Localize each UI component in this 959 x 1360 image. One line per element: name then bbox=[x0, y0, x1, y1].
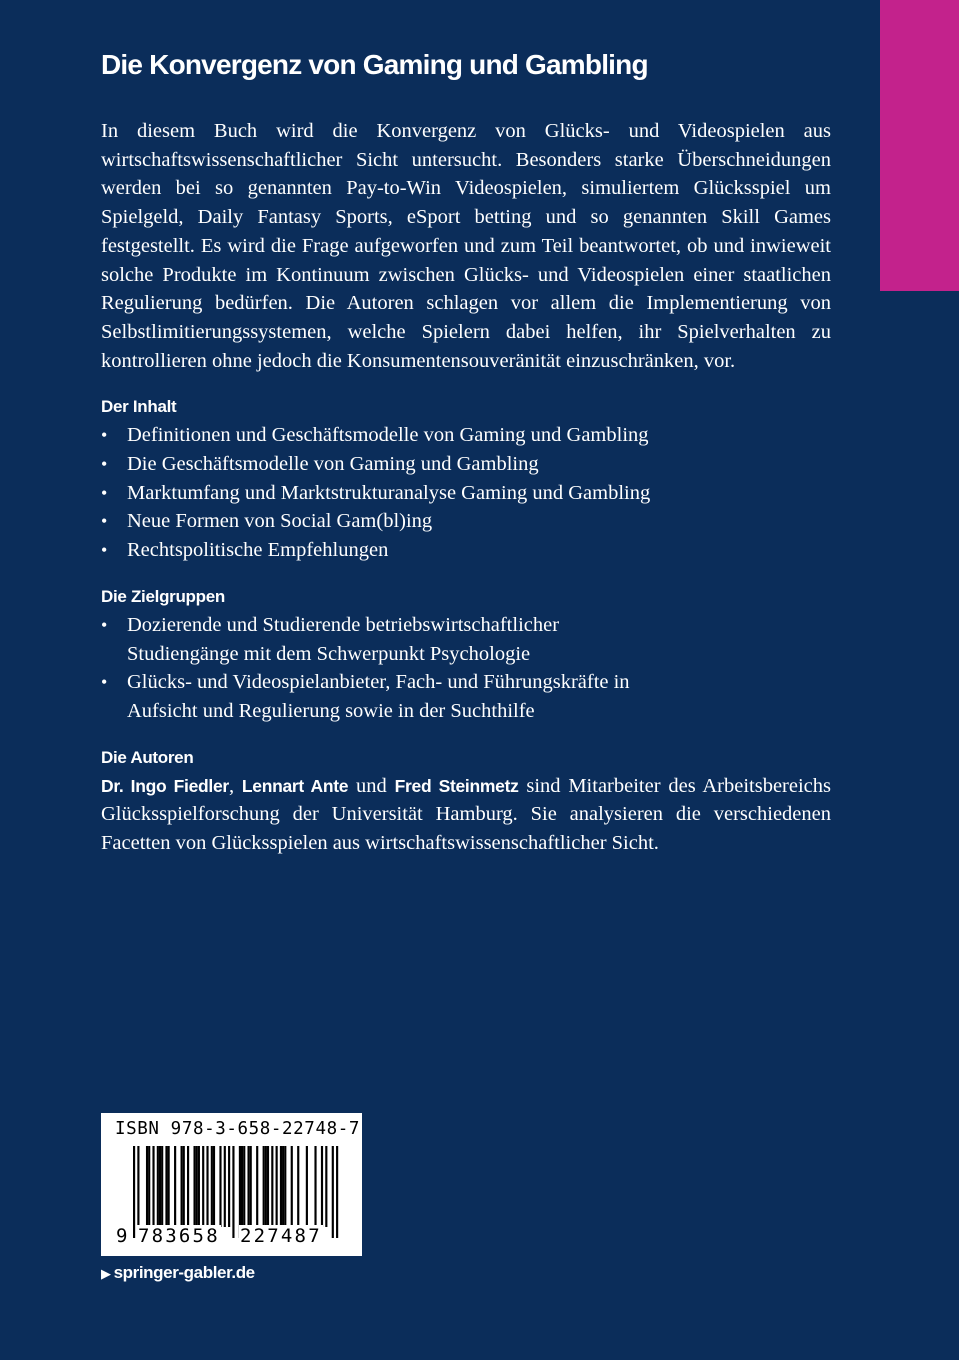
authors-heading: Die Autoren bbox=[101, 747, 194, 767]
barcode-bar bbox=[291, 1146, 293, 1227]
barcode-bar bbox=[133, 1146, 135, 1238]
audience-list bbox=[101, 611, 831, 726]
barcode-bar bbox=[263, 1146, 265, 1227]
barcode-bar bbox=[256, 1146, 258, 1227]
barcode-bar bbox=[267, 1146, 269, 1227]
barcode-bar bbox=[187, 1146, 189, 1227]
contents-item: • Definitionen und Geschäftsmodelle von Gaming und Gambling bbox=[101, 421, 831, 450]
barcode-bar bbox=[159, 1146, 161, 1227]
barcode-bar bbox=[148, 1146, 150, 1227]
barcode-bar bbox=[336, 1146, 338, 1238]
barcode-bar bbox=[243, 1146, 245, 1227]
barcode-bar bbox=[196, 1146, 198, 1227]
barcode-bar bbox=[325, 1146, 327, 1227]
barcode-digits-left: 783658 bbox=[138, 1225, 220, 1247]
barcode-bar bbox=[146, 1146, 148, 1227]
contents-heading: Der Inhalt bbox=[101, 397, 177, 417]
audience-heading: Die Zielgruppen bbox=[101, 586, 225, 606]
barcode-digits-right: 227487 bbox=[240, 1225, 322, 1247]
contents-section bbox=[101, 393, 831, 565]
audience-item: • Dozierende und Studierende betriebswirtschaftlicher Studiengänge mit dem Schwerpunkt Psychologie bbox=[101, 611, 647, 668]
barcode-bar bbox=[332, 1146, 334, 1238]
barcode-bar bbox=[211, 1146, 213, 1227]
author-separator: , bbox=[228, 774, 242, 797]
book-title: Die Konvergenz von Gaming und Gambling bbox=[101, 49, 648, 80]
barcode-bar bbox=[265, 1146, 267, 1227]
barcode-bar bbox=[152, 1146, 154, 1227]
barcode-bar bbox=[213, 1146, 215, 1227]
barcode-bar bbox=[202, 1146, 204, 1227]
barcode-bar bbox=[165, 1146, 167, 1227]
barcode-bar bbox=[157, 1146, 159, 1227]
authors-paragraph bbox=[101, 772, 831, 858]
audience-item: • Glücks- und Videospielanbieter, Fach- und Führungskräfte in Aufsicht und Regulierung sowie in der Suchthilfe bbox=[101, 668, 687, 725]
barcode-bar bbox=[181, 1146, 183, 1227]
authors-description: sind Mitarbeiter des Arbeitsbereichs Glücksspielforschung der Universität Hamburg. Sie analysieren die verschiedenen Facetten von Glücksspielen aus wirtschaftswissenschaftlicher Sicht. bbox=[101, 774, 831, 855]
barcode-bar bbox=[224, 1146, 226, 1227]
barcode-bar bbox=[206, 1146, 208, 1227]
back-cover-text bbox=[101, 45, 831, 858]
barcode-bar bbox=[276, 1146, 278, 1227]
barcode-bar bbox=[271, 1146, 273, 1227]
intro-paragraph: In diesem Buch wird die Konvergenz von Glücks- und Videospielen aus wirtschaftswissenschaftlicher Sicht untersucht. Besonders starke Überschneidungen werden bei so genannten Pay-to-Win Videospielen, simuliertem Glücksspiel um Spielgeld, Daily Fantasy Sports, eSport betting und so genannten Skill Games festgestellt. Es wird die Frage aufgeworfen und zum Teil beantwortet, ob und inwieweit solche Produkte im Kontinuum zwischen Glücks- und Videospielen einer staatlichen Regulierung bedürfen. Die Autoren schlagen vor allem die Implementierung von Selbstlimitierungssystemen, welche Spielern dabei helfen, ihr Spielverhalten zu kontrollieren ohne jedoch die Konsumentensouveränität einzuschränken, vor. bbox=[101, 120, 831, 372]
barcode-bar bbox=[314, 1146, 316, 1227]
author-name: Fred Steinmetz bbox=[394, 775, 519, 796]
website-label: springer-gabler.de bbox=[113, 1263, 255, 1282]
barcode-digit-first: 9 bbox=[116, 1225, 128, 1247]
barcode-bar bbox=[183, 1146, 185, 1227]
arrow-right-icon: ▶ bbox=[101, 1266, 111, 1281]
audience-section bbox=[101, 583, 831, 726]
publisher-website[interactable] bbox=[101, 1259, 255, 1288]
contents-item: • Neue Formen von Social Gam(bl)ing bbox=[101, 507, 831, 536]
author-separator: und bbox=[348, 774, 395, 797]
isbn-label: ISBN 978-3-658-22748-7 bbox=[115, 1119, 360, 1139]
barcode-bar bbox=[168, 1146, 170, 1227]
barcode-bar bbox=[198, 1146, 200, 1227]
barcode-bar bbox=[228, 1146, 230, 1227]
contents-list bbox=[101, 421, 831, 565]
barcode-bar bbox=[282, 1146, 284, 1227]
barcode-bar bbox=[284, 1146, 286, 1227]
barcode-bar bbox=[250, 1146, 252, 1227]
barcode-bar bbox=[297, 1146, 299, 1227]
barcode-bar bbox=[219, 1146, 221, 1227]
barcode-bar bbox=[241, 1146, 243, 1227]
contents-item: • Marktumfang und Marktstrukturanalyse Gaming und Gambling bbox=[101, 479, 831, 508]
magenta-accent-bar bbox=[880, 0, 959, 291]
contents-item: • Rechtspolitische Empfehlungen bbox=[101, 536, 831, 565]
author-name: Lennart Ante bbox=[241, 775, 349, 796]
barcode-bar bbox=[174, 1146, 176, 1227]
barcode-bar bbox=[232, 1146, 234, 1238]
contents-item: • Die Geschäftsmodelle von Gaming und Gambling bbox=[101, 450, 831, 479]
barcode-bar bbox=[321, 1146, 323, 1227]
isbn-barcode bbox=[101, 1113, 362, 1256]
barcode-bar bbox=[280, 1146, 282, 1227]
barcode-bar bbox=[247, 1146, 249, 1227]
authors-section bbox=[101, 744, 831, 858]
author-name: Dr. Ingo Fiedler bbox=[101, 775, 229, 796]
barcode-bar bbox=[161, 1146, 163, 1227]
barcode-bar bbox=[193, 1146, 195, 1227]
barcode-bar bbox=[306, 1146, 308, 1227]
